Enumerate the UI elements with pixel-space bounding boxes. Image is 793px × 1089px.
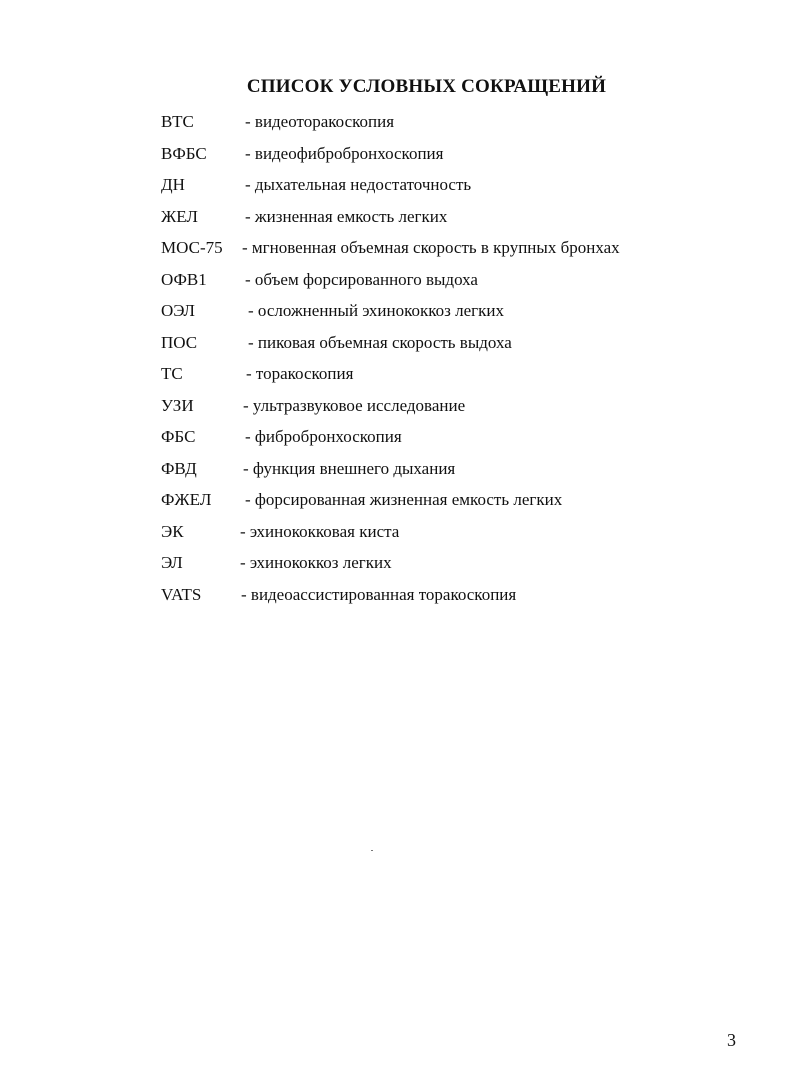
abbreviation-definition: - ультразвуковое исследование — [243, 395, 466, 415]
abbreviation-definition: - видеофибробронхоскопия — [245, 143, 444, 163]
abbreviation-term: ОФВ1 — [161, 269, 207, 289]
abbreviation-definition: - мгновенная объемная скорость в крупных бронхах — [242, 238, 620, 257]
abbreviation-term: VATS — [161, 584, 202, 604]
list-item — [161, 138, 721, 170]
abbreviation-definition: - дыхательная недостаточность — [245, 175, 472, 194]
abbreviation-definition: - осложненный эхинококкоз легких — [248, 301, 504, 320]
page-number: 3 — [727, 1030, 736, 1050]
list-item — [161, 295, 721, 327]
abbreviation-term: ЭЛ — [161, 553, 183, 572]
list-item — [161, 232, 721, 264]
list-item — [161, 453, 721, 485]
abbreviation-term: ТС — [161, 364, 183, 383]
abbreviation-term: ВФБС — [161, 143, 207, 163]
list-item — [161, 421, 721, 453]
abbreviation-definition: - видеоторакоскопия — [245, 112, 395, 131]
abbreviation-term: ВТС — [161, 112, 194, 131]
abbreviation-definition: - жизненная емкость легких — [245, 206, 448, 226]
abbreviation-definition: - эхинококковая киста — [240, 521, 400, 541]
abbreviation-list — [161, 106, 721, 610]
list-item — [161, 516, 721, 548]
abbreviation-term: УЗИ — [161, 395, 194, 415]
abbreviation-term: ФБС — [161, 427, 196, 446]
list-item — [161, 327, 721, 359]
abbreviation-definition: - торакоскопия — [246, 364, 354, 383]
list-item — [161, 390, 721, 422]
abbreviation-definition: - эхинококкоз легких — [240, 553, 392, 572]
abbreviation-definition: - объем форсированного выдоха — [245, 269, 478, 289]
list-item — [161, 201, 721, 233]
abbreviation-definition: - видеоассистированная торакоскопия — [241, 584, 517, 604]
abbreviation-definition: - форсированная жизненная емкость легких — [245, 490, 563, 509]
abbreviation-term: ОЭЛ — [161, 301, 195, 320]
abbreviation-term: ФЖЕЛ — [161, 490, 212, 509]
list-item — [161, 547, 721, 579]
list-item — [161, 264, 721, 296]
abbreviation-definition: - пиковая объемная скорость выдоха — [248, 332, 512, 352]
list-item — [161, 484, 721, 516]
abbreviation-term: ДН — [161, 175, 185, 194]
abbreviation-term: ЖЕЛ — [161, 206, 198, 226]
list-item — [161, 169, 721, 201]
abbreviation-term: ПОС — [161, 332, 198, 352]
list-item — [161, 358, 721, 390]
list-item — [161, 106, 721, 138]
abbreviation-definition: - фибробронхоскопия — [245, 427, 402, 446]
list-item — [161, 579, 721, 611]
scan-speck — [371, 850, 373, 851]
abbreviation-definition: - функция внешнего дыхания — [243, 458, 456, 478]
page-title: СПИСОК УСЛОВНЫХ СОКРАЩЕНИЙ — [246, 76, 607, 97]
abbreviation-term: ФВД — [161, 458, 197, 478]
abbreviation-term: МОС-75 — [161, 238, 223, 257]
abbreviation-term: ЭК — [161, 521, 184, 541]
